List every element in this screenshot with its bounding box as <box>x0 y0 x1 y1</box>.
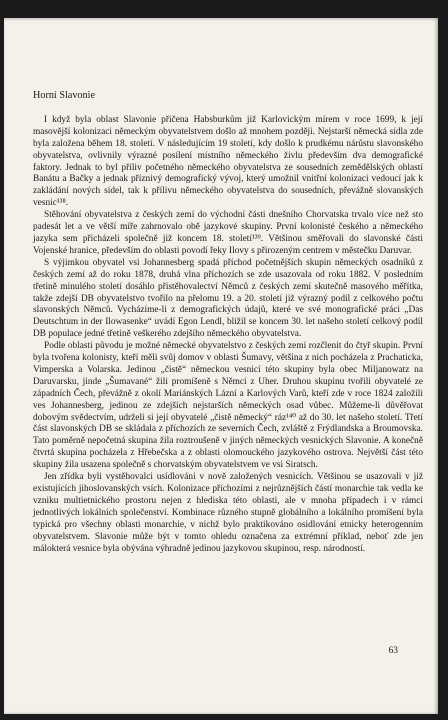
book-page <box>4 18 438 714</box>
paragraph: S výjimkou obyvatel vsi Johannesberg spadá příchod početnějších skupin německých osadníků z českých zemí až do roku 1878, druhá vlna příchozích se zde usazovala od roku 1882. V posledním třetině minulého století dosáhlo přistěhovalectví Němců z českých zemí skutečně masového měřítka, takže zdejší DB obyvatelstvo tvořilo na přelomu 19. a 20. století již výrazný podíl z celkového počtu slavonských Němců. Vycházíme-li z demografických údajů, které ve své monografické práci „Das Deutschtum in der Ilowasenke“ uvádí Egon Lendl, blížil se koncem 30. let našeho století celkový podíl DB populace jedné třetině veškerého zdejšího německého obyvatelstva. <box>33 257 423 340</box>
page-content <box>33 90 423 555</box>
paragraph: Stěhování obyvatelstva z českých zemí do východní části dnešního Chorvatska trvalo více než sto padesát let a ve větší míře zahrnovalo obě jazykové skupiny. První kolonisté českého a německého jazyka sem přicházeli společně již koncem 18. století¹³⁹. Většinou směřovali do slavonské části Vojenské hranice, především do oblasti povodí řeky Ilovy s přirozeným centrem v městečku Daruvar. <box>33 210 423 256</box>
paragraph: I když byla oblast Slavonie přičena Habsburkům již Karlovickým mírem v roce 1699, k její masovější kolonizaci německým obyvatelstvem došlo až mnohem později. Nejstarší německá sídla zde byla založena během 18. století. V následujícím 19 století, kdy došlo k prudkému nárůstu slavonského obyvatelstva, ovlivnily výrazné posílení místního německého živlu především dva demografické faktory. Jednak to byl příliv početného německého obyvatelstva ze sousedních zemědělských oblastí Banátu a Bačky a jednak příznivý demografický vývoj, který umožnil vnitřní kolonizaci vedoucí jak k zakládání nových sídel, tak k přílivu německého obyvatelstva do sousedních, převážně slovanských vesnic¹³⁸. <box>33 114 423 209</box>
paragraph: Jen zřídka byli vystěhovalci usídlováni v nově založených vesnicích. Většinou se usazovali v již existujících jihoslovanských vsích. Kolonizace příchozími z nejrůznějších částí monarchie tak vedla ke vzniku multietnického prostoru nejen z hlediska této oblasti, ale v mnoha případech i v rámci jednotlivých lokálních společenství. Kombinace různého stupně globálního a lokálního promíšení byla typická pro všechny oblasti monarchie, v nichž bylo praktikováno osidlování etnicky heterogenním obyvatelstvem. Slavonie může být v tomto ohledu označena za extrémní příklad, neboť zde jen málokterá vesnice byla obývána výhradně jedinou jazykovou skupinou, resp. národností. <box>33 472 423 554</box>
paragraph: Podle oblastí původu je možné německé obyvatelstvo z českých zemí rozčlenit do čtyř skupin. První byla tvořena kolonisty, kteří měli svůj domov v oblasti Šumavy, většina z nich pocházela z Prachaticka, Vimperska a Volarska. Jedinou „čistě“ německou vesnicí této skupiny byla obec Miljanowatz na Daruvarsku, jinde „Šumavané“ žili promíšeně s Němci z Uher. Druhou skupinu tvořili obyvatelé ze západních Čech, převážně z okolí Mariánských Lázní a Karlových Varů, kteří zde v roce 1824 založili ves Johannesberg, jedinou ze zdejších nejstarších německých osad vůbec. Můžeme-li důvěřovat dobovým svědectvím, udrželi si její obyvatelé „čistě německý“ ráz¹⁴⁰ až do 30. let našeho století. Třetí část slavonských DB se skládala z příchozích ze severních Čech, zvláště z Frýdlandska a Broumovska. Tato poměrně nepočetná skupina žila roztroušeně v jiných německých vesnických Slavonie. A konečně čtvrtá skupina pocházela z Hřebečska a z oblasti olomouckého jazykového ostrova. Největší část této skupiny žila usazena společně s chorvatským obyvatelstvem ve vsi Siratsch. <box>33 341 423 471</box>
page-number: 63 <box>388 646 398 656</box>
section-heading: Horní Slavonie <box>33 90 95 101</box>
